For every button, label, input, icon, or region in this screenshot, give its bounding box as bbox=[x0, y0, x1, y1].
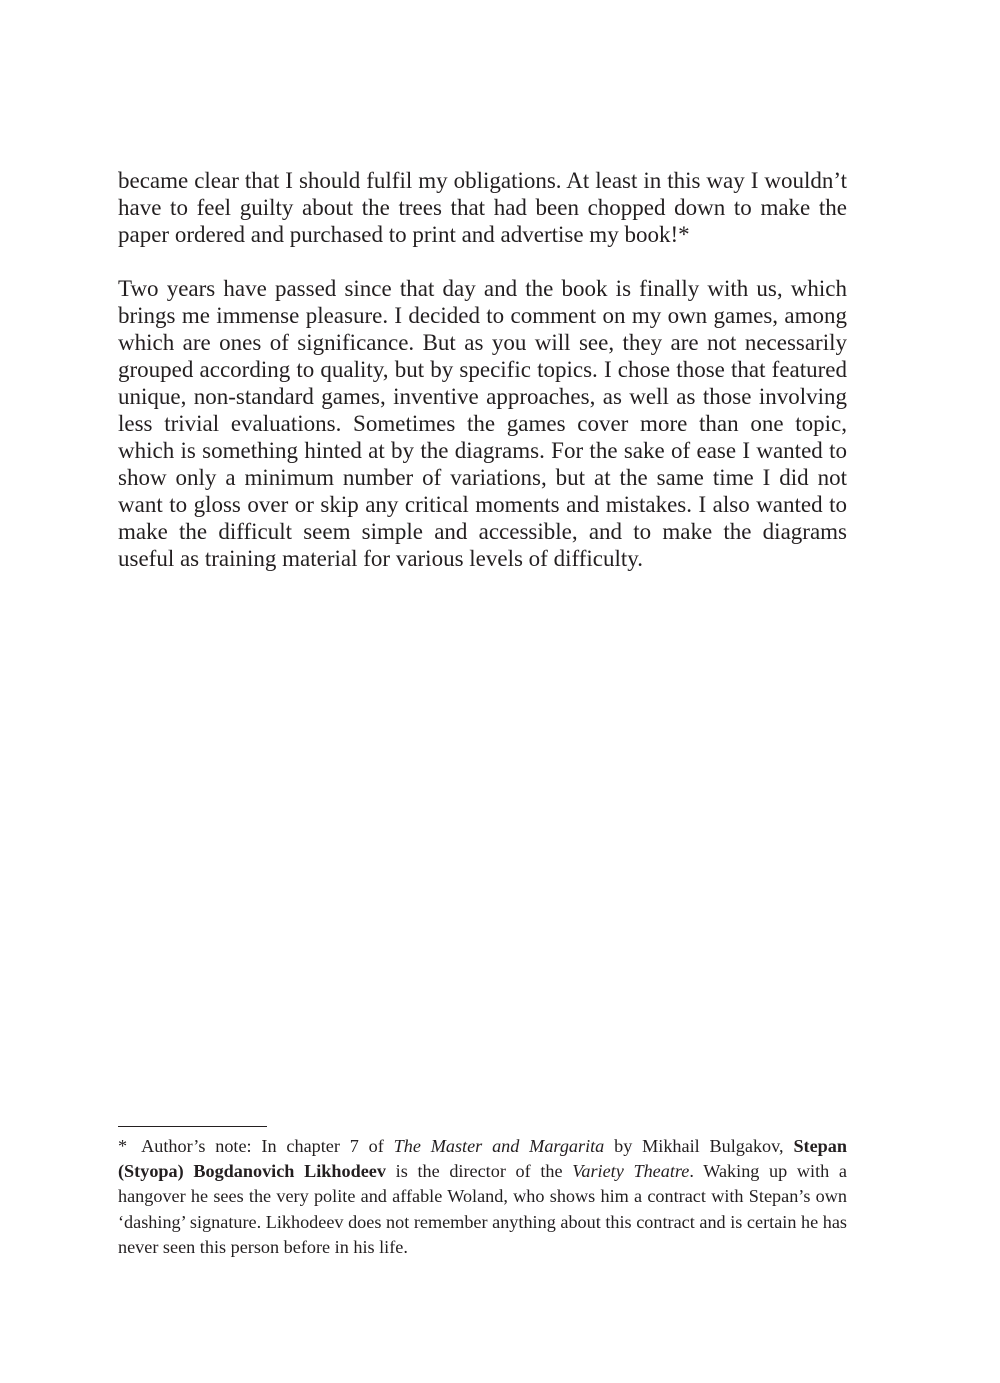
footnote-text-4: . Waking up with a hangover he sees the very polite and affable Woland, who shows him a contract with Stepan’s own ‘dashing’ signature. Likhodeev does not remember anything about this contract and is certain he has never seen this person before in his life. bbox=[118, 1161, 847, 1257]
footnote-text-2: by Mikhail Bulgakov, bbox=[604, 1136, 794, 1156]
footnote-text-3: is the director of the bbox=[385, 1161, 573, 1182]
paragraph-continuation: became clear that I should fulfil my obligations. At least in this way I wouldn’t have to feel guilty about the trees that had been chopped down to make the paper ordered and purchased to print and advertise my book!* bbox=[118, 168, 847, 247]
paragraph-two-years: Two years have passed since that day and the book is finally with us, which brings me immense pleasure. I decided to comment on my own games, among which are ones of significance. But as you will see, they are not necessarily grouped according to quality, but by specific topics. I chose those that featured unique, non-standard games, inventive approaches, as well as those involving less trivial evaluations. Sometimes the games cover more than one topic, which is something hinted at by the diagrams. For the sake of ease I wanted to show only a minimum number of variations, but at the same time I did not want to gloss over or skip any critical moments and mistakes. I also wanted to make the difficult seem simple and accessible, and to make the diagrams useful as training material for various levels of difficulty. bbox=[118, 276, 847, 571]
footnote-marker: * bbox=[118, 1136, 128, 1156]
footnote-text-1: Author’s note: In chapter 7 of bbox=[141, 1136, 394, 1156]
footnote bbox=[118, 1134, 847, 1260]
footnote-person-name: Stepan (Styopa) Bogdanovich Likhodeev bbox=[118, 1136, 848, 1182]
footnote-divider bbox=[118, 1126, 267, 1127]
footnote-theatre-name: Variety Theatre bbox=[572, 1161, 690, 1182]
footnote-book-title: The Master and Margarita bbox=[393, 1136, 605, 1156]
